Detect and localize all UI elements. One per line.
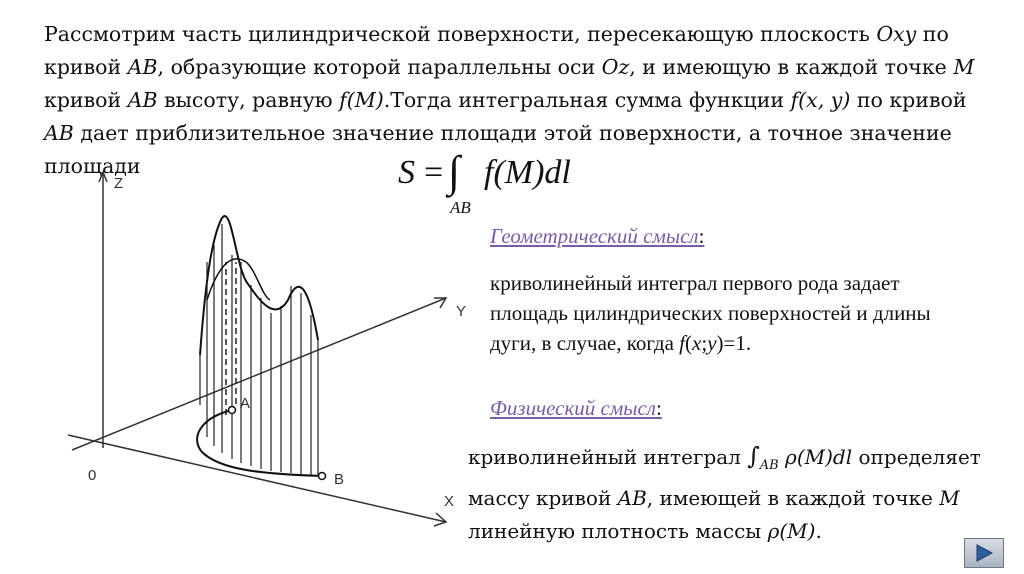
integral-subscript: AB: [450, 198, 471, 217]
math-oz: Oz: [601, 55, 630, 79]
next-slide-button[interactable]: [964, 538, 1004, 568]
math-oxy: Oxy: [876, 22, 917, 46]
intro-text: , и имеющую в каждой точке: [629, 55, 954, 79]
heading-colon: :: [698, 224, 705, 248]
height-curve: [200, 216, 318, 355]
heading-colon: :: [655, 396, 662, 420]
geometric-meaning-text: криволинейный интеграл первого рода задает площадь цилиндрических поверхностей и длины дуги, в случае, когда f(x;y)=1.: [490, 271, 931, 355]
label-origin: 0: [88, 467, 97, 484]
intro-text: , образующие которой параллельны оси: [157, 55, 602, 79]
geometric-heading-text[interactable]: Геометрический смысл: [490, 224, 699, 248]
intro-text: дает приблизительное значение площади этой поверхности, а точное значение площади: [44, 121, 952, 178]
formula-lhs: S: [398, 154, 415, 191]
intro-text: по кривой: [850, 88, 967, 112]
intro-text: Рассмотрим часть цилиндрической поверхности, пересекающую плоскость: [44, 22, 877, 46]
formula-integrand: f(M)dl: [484, 154, 571, 191]
label-b: B: [334, 471, 345, 488]
label-y: Y: [456, 303, 467, 320]
formula-equals: =: [424, 154, 444, 191]
play-next-icon: [973, 543, 995, 563]
point-a-marker: [229, 407, 236, 414]
math-ab: AB: [44, 121, 74, 145]
surface-rulings: [200, 224, 318, 476]
math-ab: AB: [127, 88, 158, 112]
math-fm: f(M): [339, 88, 384, 112]
cylinder-surface-diagram: [0, 150, 480, 530]
intro-text: .Тогда интегральная сумма функции: [383, 88, 791, 112]
math-m: M: [953, 55, 975, 79]
physical-heading-text[interactable]: Физический смысл: [490, 396, 656, 420]
label-z: Z: [114, 175, 124, 192]
integral-subscript: AB: [759, 458, 779, 473]
intro-text: кривой: [44, 88, 128, 112]
y-axis: [72, 298, 446, 450]
geometric-meaning-heading[interactable]: [490, 224, 704, 249]
x-axis: [68, 435, 446, 522]
physical-meaning-text: криволинейный интеграл $\int_{AB}$ ρ(M)dl определяет массу кривой AB, имеющей в каждой точке M линейную плотность массы ρ(M).: [468, 442, 981, 543]
point-b-marker: [319, 473, 326, 480]
physical-meaning-heading[interactable]: [490, 396, 662, 421]
label-x: X: [444, 493, 455, 510]
integral-sign: ∫: [448, 147, 461, 196]
intro-text: высоту, равную: [157, 88, 340, 112]
intro-text: по кривой: [44, 22, 949, 79]
label-a: A: [240, 395, 251, 412]
curve-ab: [197, 410, 322, 476]
math-fxy: f(x, y): [790, 88, 851, 112]
integral-sign: ∫: [747, 442, 760, 470]
math-ab: AB: [127, 55, 158, 79]
